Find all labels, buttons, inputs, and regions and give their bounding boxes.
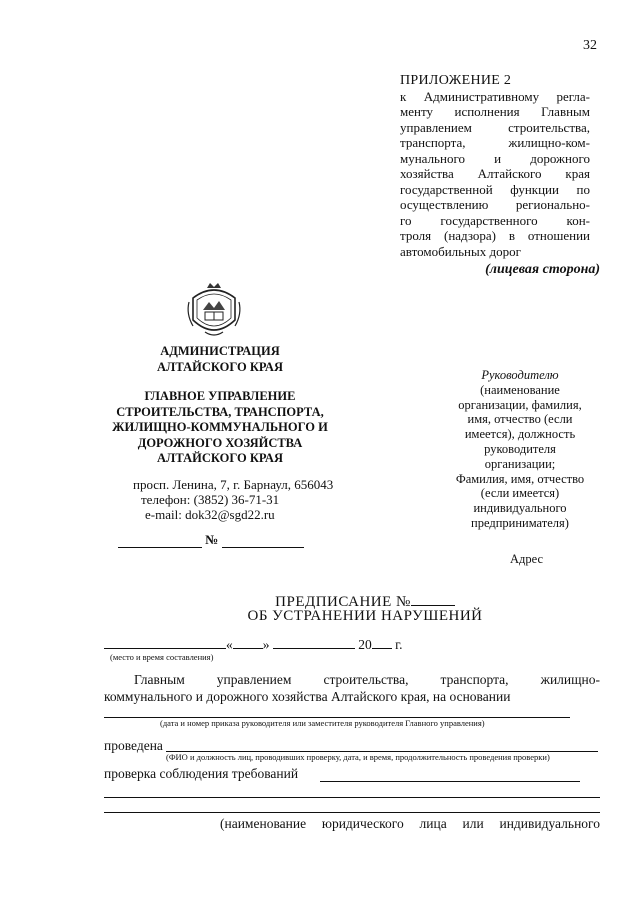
department-line: ГЛАВНОЕ УПРАВЛЕНИЕ [144,389,296,403]
body-line: коммунального и дорожного хозяйства Алтайского края, на основании [104,689,511,704]
entity-caption: (наименование юридического лица или индивидуального [220,816,600,831]
title-text: ПРЕДПИСАНИЕ № [275,594,411,610]
appendix-line: хозяйства Алтайского края [400,166,590,181]
requirements-field-line-2 [104,797,600,798]
place-caption: (место и время составления) [110,652,214,662]
department-line: СТРОИТЕЛЬСТВА, ТРАНСПОРТА, [116,404,324,419]
department-name [100,389,340,467]
inspector-caption: (ФИО и должность лиц, проводивших проверку, дата, и время, продолжительность проведения проверки) [166,752,550,762]
coat-of-arms-emblem [183,280,245,342]
addressee-line: индивидуального [473,501,567,516]
prescription-subtitle: ОБ УСТРАНЕНИИ НАРУШЕНИЙ [247,608,483,624]
year-suffix: г. [395,637,403,652]
addressee-block [440,368,600,531]
appendix-line: троля (надзора) в отношении [400,228,590,243]
appendix-line: управлением строительства, [400,119,590,135]
date-line [104,636,403,653]
month-blank [273,636,355,649]
admin-line: АЛТАЙСКОГО КРАЯ [157,359,283,374]
day-blank [233,636,263,649]
addressee-line: организации; [484,456,556,471]
appendix-line: го государственного кон- [400,212,590,228]
addressee-role: Руководителю [481,368,559,382]
addressee-line: (если имеется) [480,486,560,501]
admin-line: АДМИНИСТРАЦИЯ [160,344,280,358]
addressee-line: руководителя [484,441,556,456]
requirements-field-line [320,781,580,782]
appendix-line: к Административному регла- [400,88,590,104]
issuer-contacts [133,477,333,522]
addressee-line: Фамилия, имя, отчество [455,471,585,486]
issuer-address: просп. Ленина, 7, г. Барнаул, 656043 [133,477,334,492]
check-label: проверка соблюдения требований [104,766,299,781]
number-sign: № [205,532,219,547]
date-blank [118,533,202,548]
department-line: АЛТАЙСКОГО КРАЯ [157,451,283,465]
administration-name [100,344,340,375]
department-line: ЖИЛИЩНО-КОММУНАЛЬНОГО И [112,420,328,434]
appendix-line: мунального и дорожного [400,150,590,166]
year-prefix: 20 [358,637,372,652]
year-blank [372,636,392,649]
entity-field-line [104,812,600,813]
outgoing-number-line [118,532,304,548]
order-caption: (дата и номер приказа руководителя или заместителя руководителя Главного управления) [160,718,485,728]
body-paragraph [104,671,600,705]
close-quote: » [262,637,270,652]
conducted-label: проведена [104,738,163,753]
appendix-line: осуществлению регионально- [400,197,590,212]
body-line: Главным управлением строительства, транспорта, жилищно- [134,672,600,687]
place-blank [104,636,226,649]
appendix-line: транспорта, жилищно-ком- [400,135,590,150]
open-quote: « [226,637,233,652]
addressee-line: имя, отчество (если [467,412,573,427]
appendix-line: менту исполнения Главным [400,104,590,119]
addressee-line: имеется), должность [464,427,576,442]
address-label: Адрес [510,552,544,566]
addressee-line: организации, фамилия, [458,397,582,412]
appendix-block [400,73,590,259]
number-blank [222,533,304,548]
addressee-line: (наименование [480,382,560,397]
appendix-heading: ПРИЛОЖЕНИЕ 2 [400,73,512,88]
issuer-phone: телефон: (3852) 36-71-31 [141,492,280,507]
side-label: (лицевая сторона) [485,262,600,277]
appendix-line: государственной функции по [400,181,590,197]
page-number: 32 [583,38,597,53]
addressee-line: предпринимателя) [471,515,569,530]
department-line: ДОРОЖНОГО ХОЗЯЙСТВА [137,435,303,450]
title-number-blank [411,593,455,606]
appendix-line: автомобильных дорог [400,243,521,259]
issuer-email: e-mail: dok32@sgd22.ru [145,507,275,522]
